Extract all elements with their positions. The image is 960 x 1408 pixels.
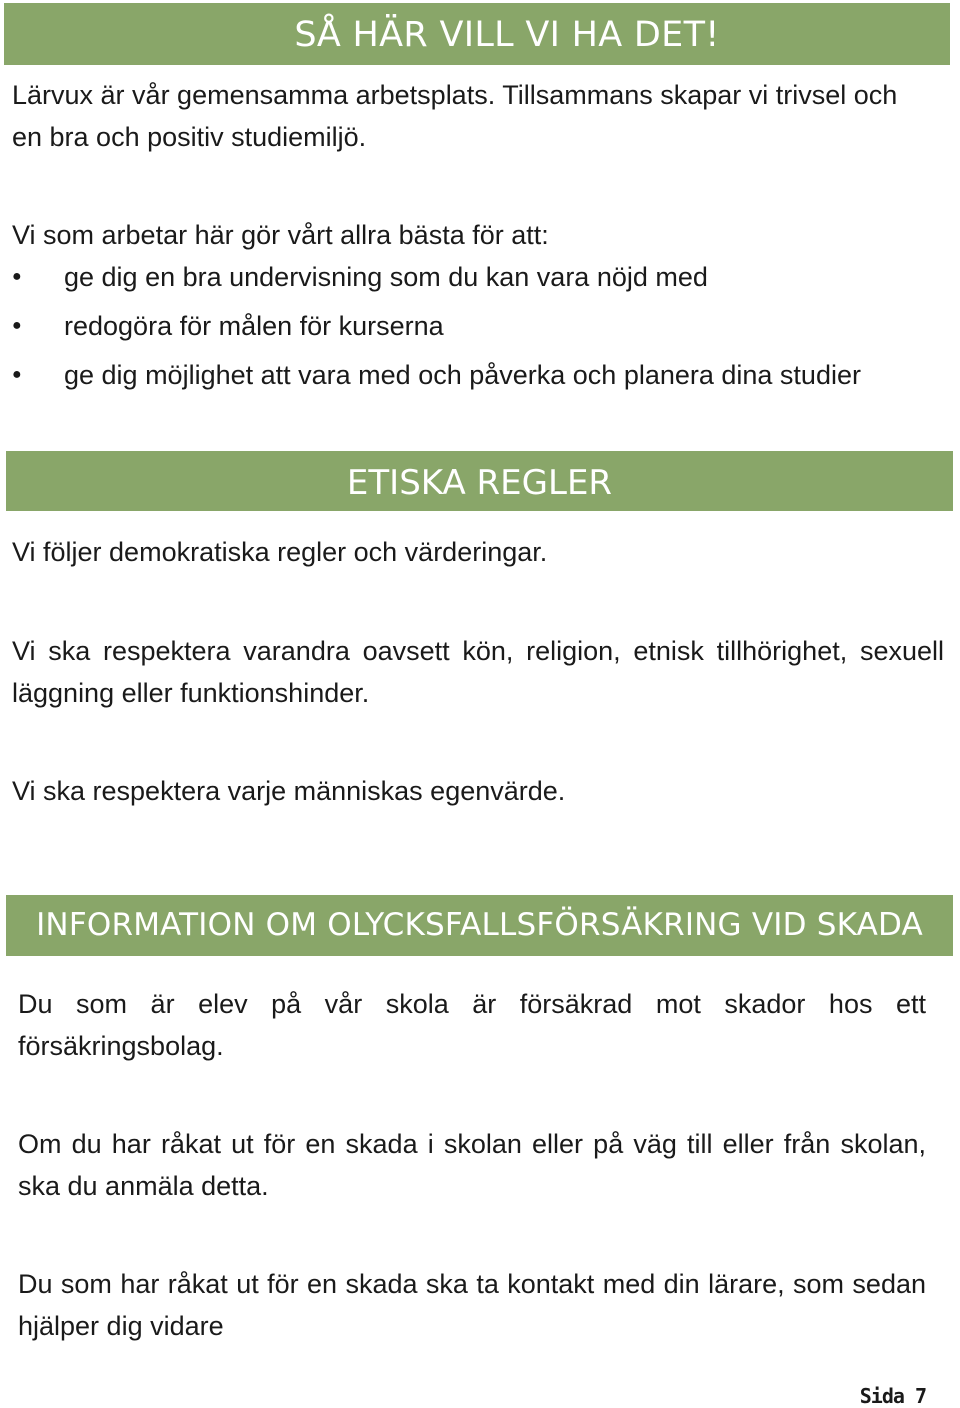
paragraph: Du som är elev på vår skola är försäkrad mot skador hos ett försäkringsbolag.	[18, 989, 926, 1061]
paragraph: Du som har råkat ut för en skada ska ta kontakt med din lärare, som sedan hjälper dig vidare	[18, 1269, 926, 1341]
lead-text: Vi som arbetar här gör vårt allra bästa för att:	[12, 220, 549, 250]
bullet-icon: ●	[12, 268, 22, 285]
list-item-text: ge dig en bra undervisning som du kan vara nöjd med	[64, 262, 708, 292]
section-heading: ETISKA REGLER	[346, 463, 613, 503]
paragraph: Vi följer demokratiska regler och värderingar.	[12, 537, 548, 567]
paragraph: Vi ska respektera varandra oavsett kön, religion, etnisk tillhörighet, sexuell läggning eller funktionshinder.	[12, 636, 944, 708]
bullet-icon: ●	[12, 366, 22, 383]
list-item-text: ge dig möjlighet att vara med och påverka och planera dina studier	[64, 360, 861, 390]
section-heading: INFORMATION OM OLYCKSFALLSFÖRSÄKRING VID SKADA	[36, 907, 923, 943]
paragraph: Vi ska respektera varje människas egenvärde.	[12, 776, 566, 806]
bullet-icon: ●	[12, 317, 22, 334]
list-item-text: redogöra för målen för kurserna	[64, 311, 444, 341]
page-number: Sida 7	[859, 1384, 926, 1408]
intro-paragraph: Lärvux är vår gemensamma arbetsplats. Tillsammans skapar vi trivsel och en bra och positiv studiemiljö.	[12, 80, 898, 152]
section-heading-band	[6, 895, 953, 956]
section-heading-band	[6, 451, 953, 511]
section-heading-band	[4, 3, 950, 65]
section-heading: SÅ HÄR VILL VI HA DET!	[294, 15, 720, 55]
paragraph: Om du har råkat ut för en skada i skolan eller på väg till eller från skolan, ska du anmäla detta.	[18, 1129, 926, 1201]
